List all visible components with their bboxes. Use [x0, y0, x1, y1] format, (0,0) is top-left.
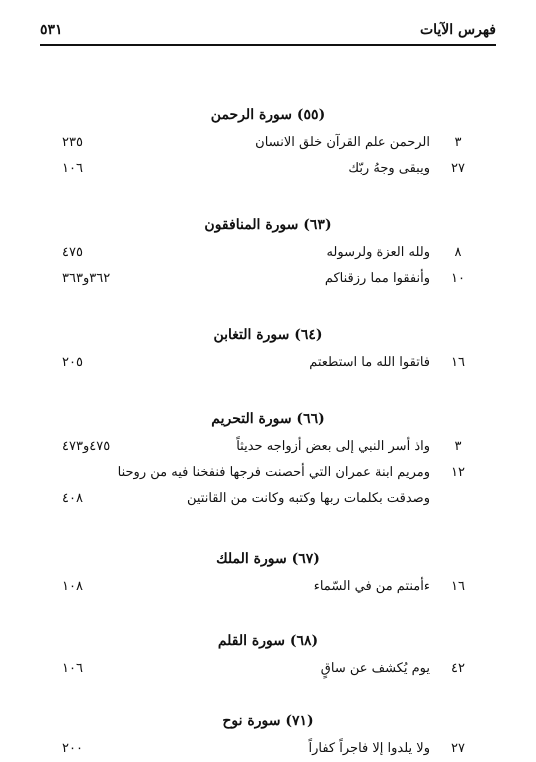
verse-row: [0, 266, 536, 292]
verse-row: [0, 350, 536, 376]
verse-row: [0, 656, 536, 682]
surah-title: (٦٤) سورة التغابن: [213, 327, 323, 343]
surah-section: [0, 544, 536, 600]
page-reference: ١٠٦: [62, 161, 83, 176]
verse-row: [0, 574, 536, 600]
page-reference: ١٠٨: [62, 579, 83, 594]
verse-number: ٢٧: [451, 741, 465, 756]
verse-number: ٣: [454, 135, 462, 150]
page-reference: ٤٧٥: [62, 245, 83, 260]
surah-section: [0, 100, 536, 182]
surah-section: [0, 320, 536, 376]
verse-number: ١٦: [451, 579, 465, 594]
verse-row: [0, 460, 536, 486]
page-reference: ١٠٦: [62, 661, 83, 676]
surah-title: (٦٦) سورة التحريم: [211, 411, 325, 427]
verse-text: وأنفقوا مما رزقناكم: [324, 271, 430, 286]
surah-section: [0, 706, 536, 762]
verse-number: ٢٧: [451, 161, 465, 176]
verse-row: [0, 736, 536, 762]
verse-row: [0, 486, 536, 512]
surah-section: [0, 626, 536, 682]
verse-text: وصدقت بكلمات ربها وكتبه وكانت من القانتين: [186, 491, 430, 506]
page-reference: ٢٠٥: [62, 355, 83, 370]
surah-title: (٦٣) سورة المنافقون: [204, 217, 332, 233]
page-reference: ٢٣٥: [62, 135, 83, 150]
header-title: فهرس الآيات: [414, 22, 496, 38]
page-number: ٥٣١: [40, 22, 69, 38]
surah-title: (٧١) سورة نوح: [222, 713, 314, 729]
verse-text: يوم يُكشف عن ساقٍ: [320, 661, 430, 676]
surah-title: (٦٨) سورة القلم: [217, 633, 319, 649]
verse-text: ولله العزة ولرسوله: [326, 245, 430, 260]
verse-row: [0, 434, 536, 460]
verse-row: [0, 240, 536, 266]
page-reference: ٢٠٠: [62, 741, 83, 756]
verse-row: [0, 156, 536, 182]
surah-section: [0, 404, 536, 512]
verse-row: [0, 130, 536, 156]
surah-section: [0, 210, 536, 292]
page-reference: ٤٠٨: [62, 491, 83, 506]
verse-number: ١٦: [451, 355, 465, 370]
verse-number: ٣: [454, 439, 462, 454]
verse-text: واذ أسر النبي إلى بعض أزواجه حديثاً: [236, 439, 430, 454]
verse-text: ويبقى وجهُ ربّك: [348, 161, 430, 176]
page-reference: ٣٦٢و٣٦٣: [62, 271, 111, 286]
page-reference: ٤٧٥و٤٧٣: [62, 439, 111, 454]
surah-title: (٦٧) سورة الملك: [216, 551, 320, 567]
page-header: [40, 22, 496, 46]
verse-number: ١٢: [451, 465, 465, 480]
verse-text: الرحمن علم القرآن خلق الانسان: [255, 135, 430, 150]
verse-text: ءأمنتم من في السّماء: [313, 579, 430, 594]
verse-text: فاتقوا الله ما استطعتم: [309, 355, 430, 370]
verse-number: ١٠: [451, 271, 465, 286]
verse-number: ٨: [454, 245, 462, 260]
verse-text: ومريم ابنة عمران التي أحصنت فرجها فنفخنا فيه من روحنا: [117, 465, 430, 480]
verse-index: [0, 72, 536, 762]
surah-title: (٥٥) سورة الرحمن: [210, 107, 326, 123]
verse-number: ٤٢: [451, 661, 465, 676]
verse-text: ولا يلدوا إلا فاجراً كفاراً: [308, 741, 430, 756]
